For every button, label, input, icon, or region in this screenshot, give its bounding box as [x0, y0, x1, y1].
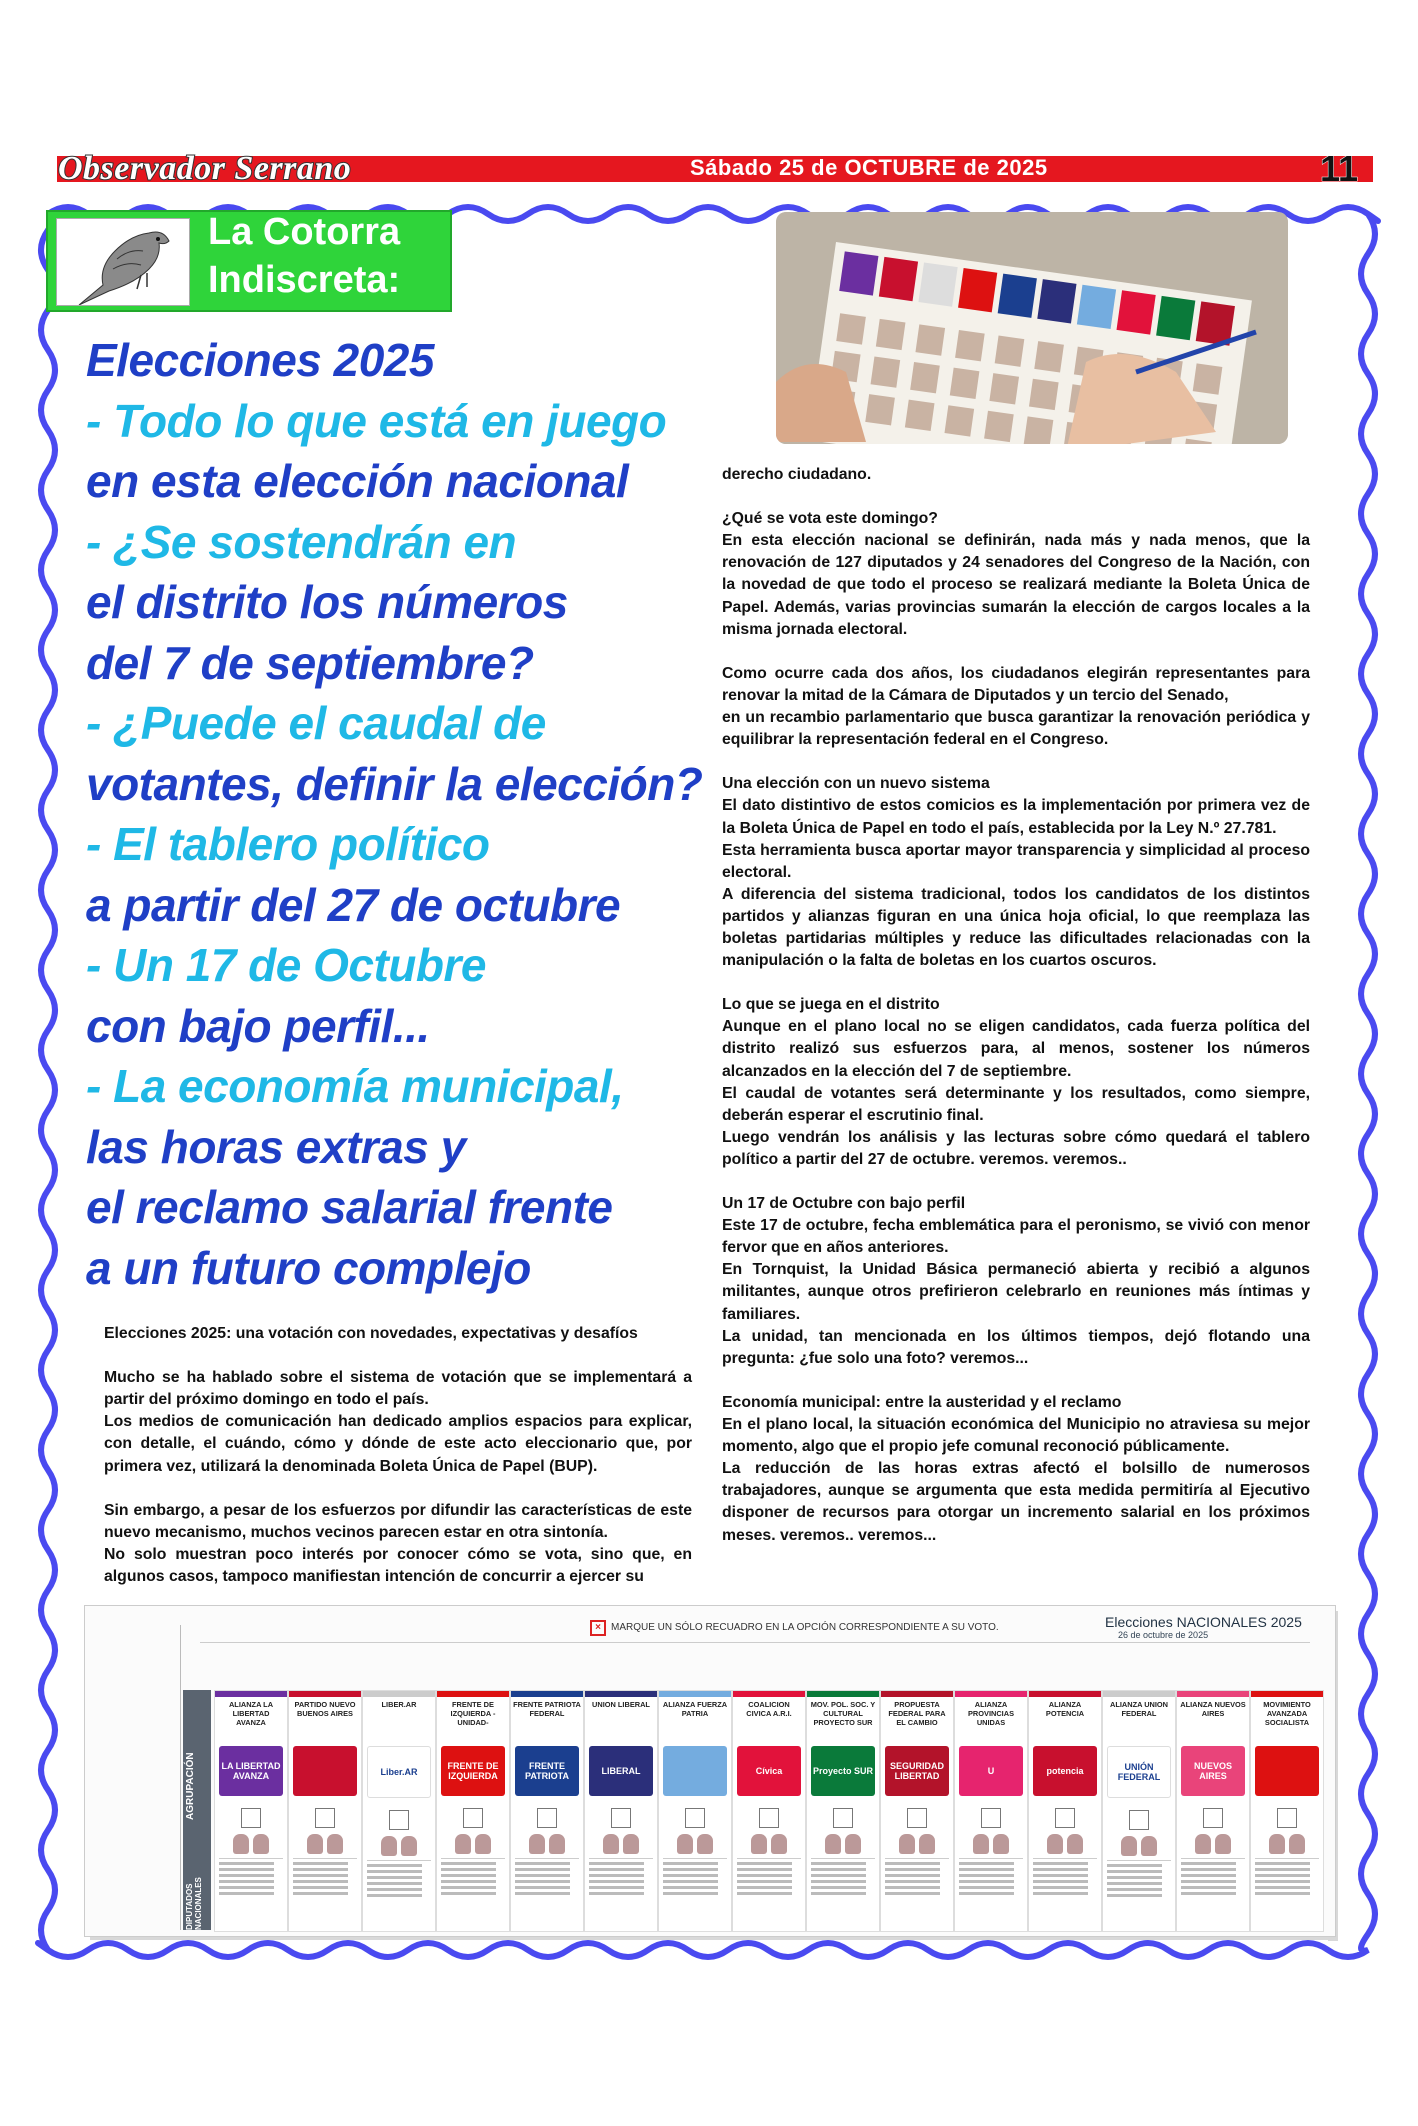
photo-candidate-face — [995, 336, 1025, 367]
paragraph-gap — [722, 486, 1310, 508]
paragraph-gap — [722, 751, 1310, 773]
vote-checkbox[interactable] — [981, 1808, 1001, 1828]
party-logo: LA LIBERTAD AVANZA — [219, 1746, 283, 1796]
party-name: FRENTE PATRIOTA FEDERAL — [513, 1700, 581, 1718]
candidate-photo — [381, 1836, 397, 1856]
photo-candidate-face — [955, 330, 985, 361]
candidate-list — [663, 1858, 727, 1895]
photo-party-strip — [879, 257, 918, 301]
article-right-column — [722, 464, 1310, 1547]
photo-candidate-face — [876, 319, 906, 350]
headline-line: - El tablero político — [86, 818, 490, 870]
headline-line: del 7 de septiembre? — [86, 636, 534, 689]
photo-party-strip — [1116, 290, 1155, 334]
candidate-faces — [215, 1834, 287, 1854]
ballot-party-column — [1102, 1690, 1176, 1932]
paragraph: derecho ciudadano. — [722, 466, 872, 483]
paragraph: En Tornquist, la Unidad Básica permaneció abierta y recibió a algunos militantes, aunque otros prefirieron celebrarlo en reuniones más íntimas y familiares. — [722, 1261, 1310, 1323]
paragraph: Aunque en el plano local no se eligen candidatos, cada fuerza política del distrito realizó sus esfuerzos para, al menos, sostener los números alcanzados en la elección del 7 de septiembre. — [722, 1018, 1310, 1080]
ballot-party-column — [732, 1690, 806, 1932]
ballot-party-column — [880, 1690, 954, 1932]
paragraph-gap — [722, 641, 1310, 663]
paragraph: Elecciones 2025: una votación con novedades, expectativas y desafíos — [104, 1325, 638, 1342]
candidate-faces — [511, 1834, 583, 1854]
photo-candidate-face — [944, 405, 974, 436]
photo-party-strip — [998, 274, 1037, 318]
candidate-photo — [993, 1834, 1009, 1854]
party-logo: NUEVOS AIRES — [1181, 1746, 1245, 1796]
parrot-icon — [57, 219, 189, 305]
candidate-photo — [1047, 1834, 1063, 1854]
vote-checkbox[interactable] — [833, 1808, 853, 1828]
photo-candidate-face — [836, 313, 866, 344]
paragraph: El caudal de votantes será determinante y los resultados, como siempre, deberán esperar el escrutinio final. — [722, 1084, 1310, 1124]
photo-candidate-face — [984, 411, 1014, 442]
photo-candidate-face — [989, 373, 1019, 404]
party-logo: FRENTE PATRIOTA — [515, 1746, 579, 1796]
photo-candidate-face — [865, 394, 895, 425]
candidate-list — [885, 1858, 949, 1895]
candidate-list — [515, 1858, 579, 1895]
candidate-photo — [1141, 1836, 1157, 1856]
ballot-party-column — [806, 1690, 880, 1932]
paragraph: La reducción de las horas extras afectó el bolsillo de numerosos trabajadores, aunque se argumenta que esta medida permitiría al Ejecutivo disponer de recursos para otorgar un incremento salarial en los próximos meses. veremos.. veremos... — [722, 1460, 1310, 1544]
paragraph-gap — [104, 1345, 692, 1367]
party-logo: U — [959, 1746, 1023, 1796]
paragraph: en un recambio parlamentario que busca garantizar la renovación periódica y equilibrar la representación federal en el Congreso. — [722, 709, 1310, 749]
photo-party-strip — [918, 262, 957, 306]
vote-checkbox[interactable] — [1277, 1808, 1297, 1828]
paragraph-gap — [722, 972, 1310, 994]
ballot-instruction-text: MARQUE UN SÓLO RECUADRO EN LA OPCIÓN CORRESPONDIENTE A SU VOTO. — [611, 1622, 999, 1633]
candidate-photo — [475, 1834, 491, 1854]
vote-checkbox[interactable] — [463, 1808, 483, 1828]
party-logo — [293, 1746, 357, 1796]
ballot-instruction — [590, 1620, 999, 1636]
paragraph: Como ocurre cada dos años, los ciudadanos elegirán representantes para renovar la mitad de la Cámara de Diputados y un tercio del Senado, — [722, 664, 1310, 704]
photo-party-strip — [958, 268, 997, 312]
candidate-photo — [677, 1834, 693, 1854]
candidate-photo — [845, 1834, 861, 1854]
ballot-party-column — [1176, 1690, 1250, 1932]
vote-checkbox[interactable] — [1129, 1810, 1149, 1830]
photo-candidate-face — [910, 362, 940, 393]
section-title-line2: Indiscreta: — [208, 259, 401, 301]
candidate-list — [1181, 1858, 1245, 1895]
vote-checkbox[interactable] — [537, 1808, 557, 1828]
party-name: ALIANZA UNION FEDERAL — [1109, 1700, 1169, 1718]
paragraph: El dato distintivo de estos comicios es la implementación por primera vez de la Boleta Única de Papel en todo el país, establecida por la Ley N.º 27.781. — [722, 797, 1310, 837]
candidate-photo — [233, 1834, 249, 1854]
candidate-faces — [1251, 1834, 1323, 1854]
parrot-panel — [56, 218, 190, 306]
photo-candidate-face — [1193, 363, 1223, 394]
party-name: ALIANZA NUEVOS AIRES — [1180, 1700, 1246, 1718]
ballot-left-strip — [150, 1625, 181, 1930]
party-logo — [663, 1746, 727, 1796]
party-logo: UNIÓN FEDERAL — [1107, 1746, 1171, 1798]
party-name: MOV. POL. SOC. Y CULTURAL PROYECTO SUR — [810, 1700, 876, 1727]
candidate-photo — [455, 1834, 471, 1854]
paragraph: En esta elección nacional se definirán, nada más y nada menos, que la renovación de 127 diputados y 24 senadores del Congreso de la Nación, con la novedad de que todo el proceso se realizará mediante la Boleta Única de Papel. Además, varias provincias sumarán la elección de cargos locales a la misma jornada electoral. — [722, 532, 1310, 638]
vote-checkbox[interactable] — [907, 1808, 927, 1828]
candidate-faces — [807, 1834, 879, 1854]
candidate-faces — [1103, 1836, 1175, 1856]
candidate-faces — [881, 1834, 953, 1854]
candidate-photo — [307, 1834, 323, 1854]
candidate-photo — [549, 1834, 565, 1854]
candidate-photo — [899, 1834, 915, 1854]
paragraph: Luego vendrán los análisis y las lecturas sobre cómo quedará el tablero político a partir del 27 de octubre. veremos. veremos.. — [722, 1128, 1310, 1168]
party-logo — [1255, 1746, 1319, 1796]
party-logo: Cívica — [737, 1746, 801, 1796]
photo-party-strip — [839, 251, 878, 295]
party-logo: Proyecto SUR — [811, 1746, 875, 1796]
candidate-photo — [919, 1834, 935, 1854]
headline-block — [86, 330, 716, 1298]
candidate-faces — [733, 1834, 805, 1854]
vote-checkbox[interactable] — [1055, 1808, 1075, 1828]
vote-checkbox[interactable] — [241, 1808, 261, 1828]
ballot-photo — [776, 212, 1288, 444]
ballot-party-column — [584, 1690, 658, 1932]
vote-checkbox[interactable] — [315, 1808, 335, 1828]
vote-checkbox[interactable] — [685, 1808, 705, 1828]
candidate-faces — [955, 1834, 1027, 1854]
paragraph: ¿Qué se vota este domingo? — [722, 510, 938, 528]
headline-line: a partir del 27 de octubre — [86, 878, 621, 931]
party-logo: LIBERAL — [589, 1746, 653, 1796]
paragraph: No solo muestran poco interés por conocer cómo se vota, sino que, en algunos casos, tampoco manifiestan intención de concurrir a ejercer su — [104, 1545, 692, 1586]
candidate-photo — [697, 1834, 713, 1854]
candidate-list — [1033, 1858, 1097, 1895]
headline-line: - ¿Se sostendrán en — [86, 515, 517, 568]
ballot-party-column — [362, 1690, 436, 1932]
candidate-photo — [973, 1834, 989, 1854]
party-logo: SEGURIDAD LIBERTAD — [885, 1746, 949, 1796]
party-name: PARTIDO NUEVO BUENOS AIRES — [294, 1700, 356, 1718]
candidate-faces — [1029, 1834, 1101, 1854]
paragraph: Sin embargo, a pesar de los esfuerzos por difundir las características de este nuevo mecanismo, muchos vecinos parecen estar en otra sintonía. — [104, 1501, 692, 1541]
section-title-line1: La Cotorra — [208, 211, 401, 253]
candidate-faces — [1177, 1834, 1249, 1854]
candidate-photo — [1289, 1834, 1305, 1854]
candidate-photo — [603, 1834, 619, 1854]
article-left-column — [104, 1323, 692, 1588]
candidate-list — [959, 1858, 1023, 1895]
ballot-party-column — [658, 1690, 732, 1932]
party-name: ALIANZA LA LIBERTAD AVANZA — [228, 1700, 274, 1727]
candidate-faces — [437, 1834, 509, 1854]
party-logo: Liber.AR — [367, 1746, 431, 1798]
candidate-photo — [1195, 1834, 1211, 1854]
ballot-photo-illustration — [776, 212, 1288, 444]
headline-line: a un futuro complejo — [86, 1241, 531, 1294]
party-name: UNION LIBERAL — [592, 1700, 650, 1709]
vote-checkbox[interactable] — [1203, 1808, 1223, 1828]
party-name: FRENTE DE IZQUIERDA -UNIDAD- — [450, 1700, 496, 1727]
paragraph: Lo que se juega en el distrito — [722, 996, 940, 1014]
party-logo: FRENTE DE IZQUIERDA — [441, 1746, 505, 1796]
candidate-list — [441, 1858, 505, 1895]
candidate-list — [737, 1858, 801, 1895]
candidate-list — [811, 1858, 875, 1895]
party-name: ALIANZA PROVINCIAS UNIDAS — [968, 1700, 1014, 1727]
headline-line: en esta elección nacional — [86, 455, 629, 507]
section-title — [208, 208, 400, 304]
candidate-photo — [529, 1834, 545, 1854]
vote-checkbox[interactable] — [389, 1810, 409, 1830]
photo-party-strip — [1156, 296, 1195, 340]
photo-candidate-face — [915, 324, 945, 355]
candidate-faces — [659, 1834, 731, 1854]
candidate-photo — [1121, 1836, 1137, 1856]
candidate-photo — [1067, 1834, 1083, 1854]
vote-checkbox[interactable] — [759, 1808, 779, 1828]
candidate-photo — [253, 1834, 269, 1854]
paragraph: Mucho se ha hablado sobre el sistema de votación que se implementará a partir del próximo domingo en todo el país. — [104, 1369, 692, 1409]
headline-line: votantes, definir la elección? — [86, 757, 703, 810]
photo-candidate-face — [1029, 379, 1059, 410]
candidate-photo — [825, 1834, 841, 1854]
paragraph: Economía municipal: entre la austeridad y el reclamo — [722, 1393, 1122, 1411]
ballot-party-column — [1028, 1690, 1102, 1932]
page-number: 11 — [1320, 148, 1359, 189]
party-logo: potencia — [1033, 1746, 1097, 1796]
paragraph-gap — [722, 1171, 1310, 1193]
paragraph: Un 17 de Octubre con bajo perfil — [722, 1195, 966, 1213]
ballot-party-column — [214, 1690, 288, 1932]
headline-line: Elecciones 2025 — [86, 334, 434, 386]
candidate-list — [1255, 1858, 1319, 1895]
candidate-photo — [751, 1834, 767, 1854]
paragraph: La unidad, tan mencionada en los últimos tiempos, dejó flotando una pregunta: ¿fue solo una foto? veremos... — [722, 1327, 1310, 1367]
paragraph: Una elección con un nuevo sistema — [722, 775, 990, 793]
headline-line: - Un 17 de Octubre — [86, 939, 486, 991]
party-name: PROPUESTA FEDERAL PARA EL CAMBIO — [888, 1700, 946, 1727]
candidate-photo — [327, 1834, 343, 1854]
candidate-list — [367, 1860, 431, 1897]
ballot-side-labels — [183, 1690, 211, 1930]
candidate-list — [589, 1858, 653, 1895]
photo-candidate-face — [905, 400, 935, 431]
photo-party-strip — [1037, 279, 1076, 323]
candidate-photo — [771, 1834, 787, 1854]
issue-date: Sábado 25 de OCTUBRE de 2025 — [690, 155, 1048, 180]
photo-candidate-face — [1024, 416, 1054, 444]
paragraph: Este 17 de octubre, fecha emblemática para el peronismo, se vivió con menor fervor que en años anteriores. — [722, 1217, 1310, 1257]
party-name: MOVIMIENTO AVANZADA SOCIALISTA — [1263, 1700, 1311, 1727]
paragraph-gap — [722, 1370, 1310, 1392]
party-name: LIBER.AR — [381, 1700, 417, 1709]
paragraph: Esta herramienta busca aportar mayor transparencia y simplicidad al proceso electoral. — [722, 841, 1310, 881]
candidate-photo — [623, 1834, 639, 1854]
headline-line: - ¿Puede el caudal de — [86, 697, 546, 749]
ballot-party-column — [436, 1690, 510, 1932]
candidate-photo — [1269, 1834, 1285, 1854]
x-mark-icon: × — [590, 1620, 606, 1636]
headline-line: - Todo lo que está en juego — [86, 394, 667, 447]
paragraph: A diferencia del sistema tradicional, todos los candidatos de los distintos partidos y alianzas figuran en una única hoja oficial, lo que reemplaza las boletas partidarias múltiples y reduce las dificultades relacionadas con la manipulación o la falta de boletas en los cuartos oscuros. — [722, 885, 1310, 970]
candidate-faces — [585, 1834, 657, 1854]
ballot-side-label-diputados: DIPUTADOS NACIONALES — [185, 1877, 203, 1930]
candidate-faces — [363, 1836, 435, 1856]
vote-checkbox[interactable] — [611, 1808, 631, 1828]
photo-candidate-face — [950, 368, 980, 399]
ballot-party-column — [510, 1690, 584, 1932]
headline-line: el reclamo salarial frente — [86, 1181, 613, 1233]
candidate-photo — [401, 1836, 417, 1856]
ballot-date: 26 de octubre de 2025 — [1118, 1630, 1209, 1640]
candidate-list — [219, 1858, 283, 1895]
headline-line: - La economía municipal, — [86, 1060, 624, 1112]
party-name: ALIANZA POTENCIA — [1045, 1700, 1085, 1718]
candidate-list — [1107, 1860, 1171, 1897]
headline-line: con bajo perfil... — [86, 999, 430, 1052]
ballot-party-column — [1250, 1690, 1324, 1932]
ballot-party-column — [954, 1690, 1028, 1932]
candidate-faces — [289, 1834, 361, 1854]
photo-candidate-face — [1034, 341, 1064, 372]
candidate-photo — [1215, 1834, 1231, 1854]
ballot-title: Elecciones NACIONALES 2025 — [1105, 1614, 1302, 1630]
paragraph-gap — [104, 1478, 692, 1500]
ballot-party-column — [288, 1690, 362, 1932]
masthead: Observador Serrano — [58, 150, 352, 187]
candidate-list — [293, 1858, 357, 1895]
party-name: COALICION CIVICA A.R.I. — [746, 1700, 792, 1718]
ballot-side-label-agrupacion: AGRUPACIÓN — [185, 1752, 196, 1820]
headline-line: las horas extras y — [86, 1120, 466, 1173]
photo-party-strip — [1077, 285, 1116, 329]
headline-line: el distrito los números — [86, 576, 568, 628]
paragraph: Los medios de comunicación han dedicado amplios espacios para explicar, con detalle, el cuándo, cómo y dónde de este acto eleccionario que, por primera vez, utilizará la denominada Boleta Única de Papel (BUP). — [104, 1413, 692, 1475]
photo-candidate-face — [871, 356, 901, 387]
party-name: ALIANZA FUERZA PATRIA — [662, 1700, 728, 1718]
paragraph: En el plano local, la situación económica del Municipio no atraviesa su mejor momento, algo que el propio jefe comunal reconoció públicamente. — [722, 1416, 1310, 1456]
